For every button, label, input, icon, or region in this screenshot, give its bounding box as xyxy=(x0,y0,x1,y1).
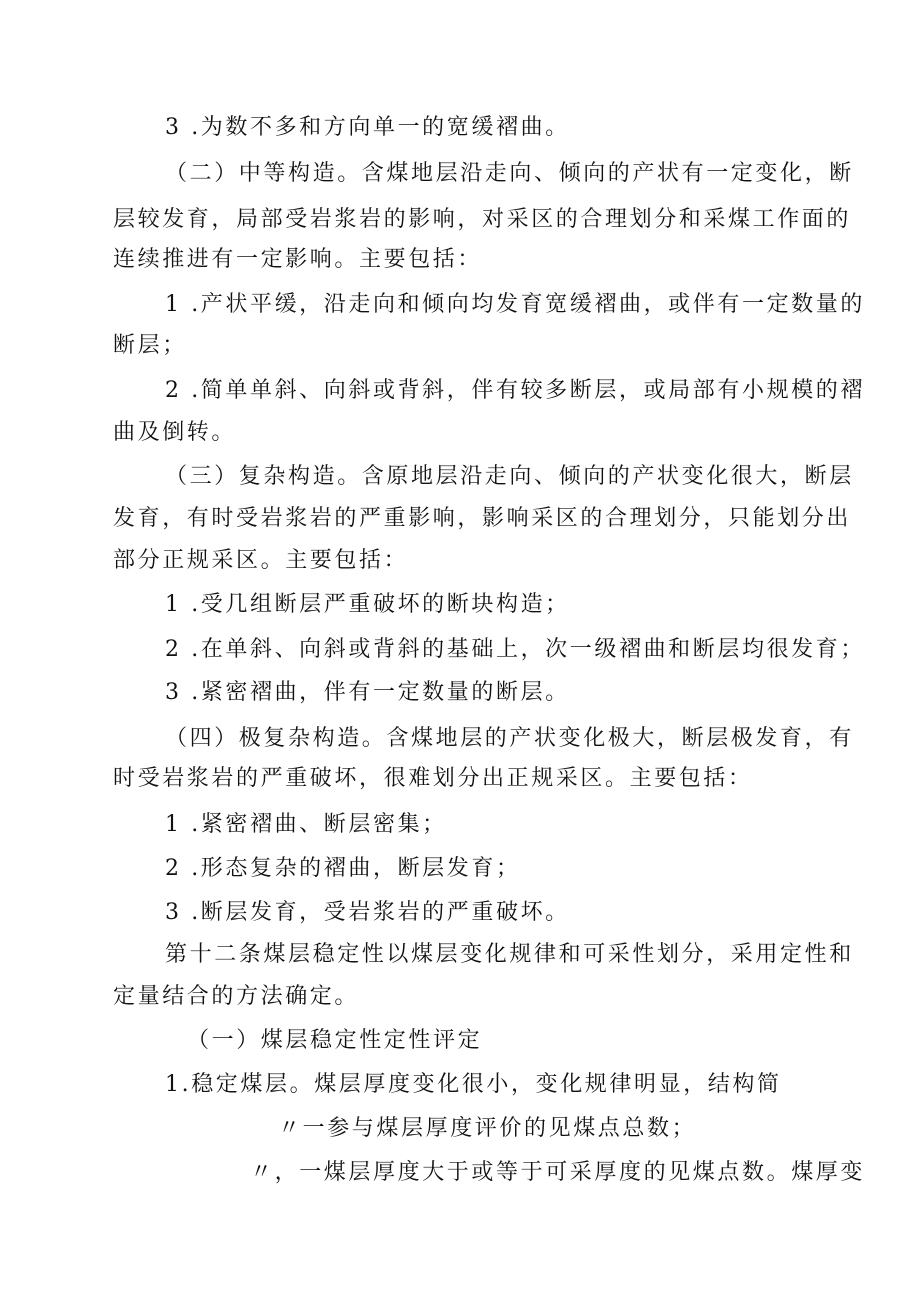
text-line-6: 断层； xyxy=(113,333,187,358)
text-line-14: 3 .紧密褶曲，伴有一定数量的断层。 xyxy=(165,680,570,705)
text-line-12: 1 .受几组断层严重破坏的断块构造； xyxy=(165,592,570,617)
text-line-20: 第十二条煤层稳定性以煤层变化规律和可采性划分，采用定性和 xyxy=(165,942,854,967)
text-line-24: 〃一参与煤层厚度评价的见煤点总数； xyxy=(278,1116,697,1141)
text-line-21: 定量结合的方法确定。 xyxy=(113,984,360,1009)
text-line-23: 1.稳定煤层。煤层厚度变化很小，变化规律明显，结构简 xyxy=(165,1072,782,1097)
text-line-15: （四）极复杂构造。含煤地层的产状变化极大，断层极发育，有 xyxy=(165,726,854,751)
text-line-2: （二）中等构造。含煤地层沿走向、倾向的产状有一定变化，断 xyxy=(165,161,854,186)
text-line-4: 连续推进有一定影响。主要包括： xyxy=(113,247,483,272)
text-line-19: 3 .断层发育，受岩浆岩的严重破坏。 xyxy=(165,900,570,925)
text-line-25: 〃，一煤层厚度大于或等于可采厚度的见煤点数。煤厚变 xyxy=(250,1160,866,1185)
text-line-18: 2 .形态复杂的褶曲，断层发育； xyxy=(165,856,521,881)
text-line-8: 曲及倒转。 xyxy=(113,420,237,445)
text-line-13: 2 .在单斜、向斜或背斜的基础上，次一级褶曲和断层均很发育； xyxy=(165,637,865,662)
text-line-16: 时受岩浆岩的严重破坏，很难划分出正规采区。主要包括： xyxy=(113,766,753,791)
text-line-7: 2 .简单单斜、向斜或背斜，伴有较多断层，或局部有小规模的褶 xyxy=(165,378,865,403)
text-line-9: （三）复杂构造。含原地层沿走向、倾向的产状变化很大，断层 xyxy=(165,464,854,489)
text-line-3: 层较发育，局部受岩浆岩的影响，对采区的合理划分和采煤工作面的 xyxy=(113,207,852,232)
text-line-10: 发育，有时受岩浆岩的严重影响，影响采区的合理划分，只能划分出 xyxy=(113,506,852,531)
text-line-17: 1 .紧密褶曲、断层密集； xyxy=(165,812,447,837)
text-line-1: 3 .为数不多和方向单一的宽缓褶曲。 xyxy=(165,115,570,140)
text-line-22: （一）煤层稳定性定性评定 xyxy=(187,1028,483,1053)
text-line-5: 1 .产状平缓，沿走向和倾向均发育宽缓褶曲，或伴有一定数量的 xyxy=(165,292,865,317)
text-line-11: 部分正规采区。主要包括： xyxy=(113,548,409,573)
